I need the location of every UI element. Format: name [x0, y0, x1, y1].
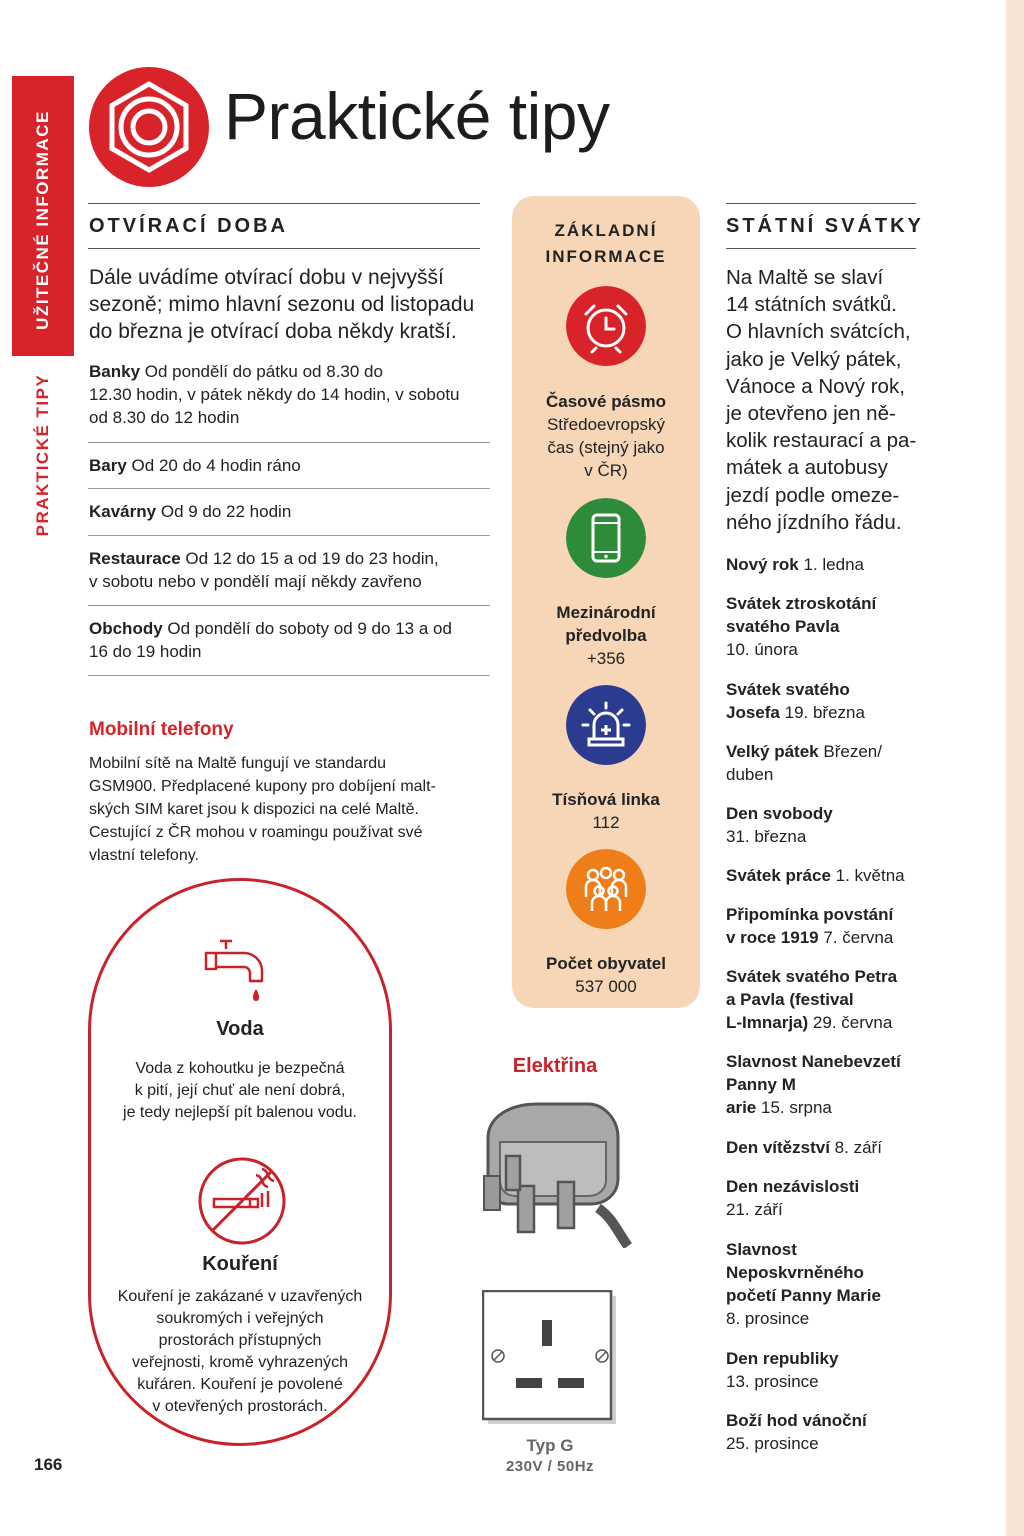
holiday-name: L-Imnarja): [726, 1013, 809, 1032]
basic-info-heading: [512, 218, 700, 270]
holiday-name: Svátek ztroskotání: [726, 594, 877, 613]
info-line: Středoevropský: [546, 415, 666, 434]
holiday-name: a Pavla (festival: [726, 990, 854, 1009]
plug-voltage: 230V / 50Hz: [505, 1458, 595, 1475]
mobile-line: vlastní telefony.: [89, 847, 199, 864]
entry-label: Banky: [89, 362, 141, 381]
no-smoking-icon: [196, 1155, 288, 1247]
water-line: Voda z kohoutku je bezpečná: [135, 1060, 345, 1077]
holiday-item: [726, 592, 926, 661]
holiday-date: Březen/: [823, 742, 882, 761]
opening-hours-heading: OTVÍRACÍ DOBA: [89, 215, 288, 237]
entry-text: Od pondělí do pátku od 8.30 do: [144, 362, 383, 381]
info-title: Mezinárodní: [556, 603, 656, 622]
entry-label: Bary: [89, 456, 127, 475]
page-number: 166: [34, 1455, 63, 1474]
holiday-item: [726, 1136, 926, 1159]
dialing-code-info: [512, 601, 700, 670]
smoking-line: veřejnosti, kromě vyhrazených: [131, 1354, 349, 1371]
page-title: Praktické tipy: [224, 79, 610, 153]
holiday-name: Nový rok: [726, 555, 799, 574]
holiday-item: [726, 678, 926, 724]
entry-label: Kavárny: [89, 502, 157, 521]
holiday-name: Panny M: [726, 1075, 796, 1094]
entry-text: v sobotu nebo v pondělí mají někdy zavřeno: [89, 572, 422, 591]
mobile-line: GSM900. Předplacené kupony pro dobíjení malt-: [89, 778, 436, 795]
holiday-name: arie: [726, 1098, 757, 1117]
divider: [88, 203, 480, 204]
holiday-item: [726, 965, 926, 1034]
intro-line: jako je Velký pátek,: [726, 347, 902, 371]
entry-text: Od 9 do 22 hodin: [160, 502, 292, 521]
entry-text: od 8.30 do 12 hodin: [89, 408, 240, 427]
holiday-name: svatého Pavla: [726, 617, 840, 636]
timezone-info: [512, 390, 700, 482]
mobile-heading: Mobilní telefony: [89, 719, 234, 740]
holiday-item: [726, 553, 926, 576]
opening-intro: [89, 264, 474, 345]
holiday-date: 7. června: [823, 928, 894, 947]
divider: [726, 203, 916, 204]
alarm-clock-icon: [566, 286, 646, 366]
holidays-heading: STÁTNÍ SVÁTKY: [726, 215, 924, 237]
smoking-line: prostorách přístupných: [158, 1332, 322, 1349]
holiday-name: Den vítězství: [726, 1138, 830, 1157]
holiday-name: Den republiky: [726, 1349, 839, 1368]
intro-line: Vánoce a Nový rok,: [726, 374, 905, 398]
intro-line: 14 státních svátků.: [726, 293, 897, 317]
side-section-label: PRAKTICKÉ TIPY: [33, 373, 52, 537]
divider: [726, 248, 916, 249]
opening-entry-restaurants: [89, 547, 489, 593]
holiday-date: 31. března: [726, 827, 807, 846]
holiday-name: Den nezávislosti: [726, 1177, 860, 1196]
holiday-name: Boží hod vánoční: [726, 1411, 867, 1430]
nut-icon: [88, 66, 210, 188]
opening-entry-bars: [89, 454, 301, 477]
water-line: k pití, její chuť ale není dobrá,: [134, 1082, 346, 1099]
entry-text: 16 do 19 hodin: [89, 642, 202, 661]
mobile-line: Mobilní sítě na Maltě fungují ve standardu: [89, 755, 387, 772]
holiday-name: Josefa: [726, 703, 780, 722]
row-divider: [88, 605, 490, 606]
holiday-item: [726, 1347, 926, 1393]
holiday-date: 13. prosince: [726, 1372, 819, 1391]
holiday-date: 15. srpna: [760, 1098, 832, 1117]
holiday-date: duben: [726, 765, 774, 784]
holiday-date: 1. května: [835, 866, 905, 885]
holiday-date: 19. března: [784, 703, 865, 722]
holiday-date: 10. února: [726, 640, 798, 659]
heading-line: INFORMACE: [545, 247, 667, 266]
page-edge-band: [1006, 0, 1024, 1536]
holiday-date: 8. září: [834, 1138, 882, 1157]
smoking-line: v otevřených prostorách.: [152, 1398, 328, 1415]
holiday-item: [726, 1409, 926, 1455]
smoking-line: soukromých i veřejných: [156, 1310, 324, 1327]
mobile-line: ských SIM karet jsou k dispozici na celé Maltě.: [89, 801, 419, 818]
holiday-date: 8. prosince: [726, 1309, 810, 1328]
holiday-date: 29. června: [812, 1013, 893, 1032]
holiday-item: [726, 1050, 926, 1119]
intro-line: jezdí podle omeze-: [726, 483, 900, 507]
holiday-item: [726, 903, 926, 949]
intro-line: je otevřeno jen ně-: [726, 402, 896, 426]
entry-text: Od 20 do 4 hodin ráno: [131, 456, 301, 475]
holiday-name: Velký pátek: [726, 742, 819, 761]
smoking-text: [100, 1286, 380, 1418]
row-divider: [88, 442, 490, 443]
divider: [88, 248, 480, 249]
entry-text: 12.30 hodin, v pátek někdy do 14 hodin, v sobotu: [89, 385, 460, 404]
mobile-text: [89, 752, 499, 867]
intro-line: mátek a autobusy: [726, 456, 888, 480]
info-line: v ČR): [584, 461, 628, 480]
opening-entry-banks: [89, 360, 489, 429]
info-title: Počet obyvatel: [546, 954, 666, 973]
holiday-name: v roce 1919: [726, 928, 819, 947]
holiday-name: Svátek práce: [726, 866, 831, 885]
holiday-item: [726, 740, 926, 786]
holiday-name: Den svobody: [726, 804, 833, 823]
intro-line: ného jízdního řádu.: [726, 510, 902, 534]
population-info: [512, 952, 700, 998]
holiday-name: Slavnost: [726, 1240, 797, 1259]
holiday-name: Neposkvrněného: [726, 1263, 864, 1282]
info-line: čas (stejný jako: [547, 438, 665, 457]
holiday-date: 21. září: [726, 1200, 783, 1219]
smoking-heading: Kouření: [202, 1253, 278, 1275]
info-line: +356: [586, 649, 626, 668]
holiday-date: 25. prosince: [726, 1434, 819, 1453]
opening-entry-shops: [89, 617, 489, 663]
holiday-item: [726, 1238, 926, 1330]
holiday-item: [726, 1175, 926, 1221]
water-line: je tedy nejlepší pít balenou vodu.: [123, 1104, 357, 1121]
info-title: Tísňová linka: [552, 790, 660, 809]
water-text: [100, 1058, 380, 1124]
socket-icon: [482, 1290, 620, 1428]
water-heading: Voda: [216, 1018, 264, 1040]
info-line: 537 000: [575, 977, 637, 996]
row-divider: [88, 675, 490, 676]
intro-line: Na Maltě se slaví: [726, 266, 884, 289]
holiday-date: 1. ledna: [803, 555, 864, 574]
holiday-name: Svátek svatého Petra: [726, 967, 898, 986]
holidays-intro: [726, 264, 931, 536]
smartphone-icon: [566, 498, 646, 578]
heading-line: ZÁKLADNÍ: [554, 221, 658, 240]
water-tap-icon: [202, 935, 278, 1007]
info-title: předvolba: [565, 626, 647, 645]
intro-line: O hlavních svátcích,: [726, 320, 911, 344]
plug-icon: [478, 1098, 638, 1248]
holiday-name: Slavnost Nanebevzetí: [726, 1052, 901, 1071]
electricity-heading: Elektřina: [512, 1055, 598, 1077]
mobile-line: Cestující z ČR mohou v roamingu používat své: [89, 824, 423, 841]
emergency-info: [512, 788, 700, 834]
siren-icon: [566, 685, 646, 765]
row-divider: [88, 488, 490, 489]
holiday-name: početí Panny Marie: [726, 1286, 881, 1305]
row-divider: [88, 535, 490, 536]
holiday-name: Připomínka povstání: [726, 905, 894, 924]
entry-label: Restaurace: [89, 549, 181, 568]
info-line: 112: [592, 813, 620, 832]
opening-entry-cafes: [89, 500, 291, 523]
holiday-item: [726, 864, 926, 887]
info-title: Časové pásmo: [546, 392, 666, 411]
smoking-line: Kouření je zakázané v uzavřených: [117, 1288, 363, 1305]
intro-line: kolik restaurací a pa-: [726, 429, 917, 453]
smoking-line: kuřáren. Kouření je povolené: [137, 1376, 343, 1393]
plug-type: Typ G: [526, 1436, 574, 1455]
entry-text: Od 12 do 15 a od 19 do 23 hodin,: [185, 549, 439, 568]
holiday-name: Svátek svatého: [726, 680, 850, 699]
side-tab-label: UŽITEČNÉ INFORMACE: [33, 110, 52, 330]
holiday-item: [726, 802, 926, 848]
intro-line: do března je otvírací doba někdy kratší.: [89, 320, 457, 343]
people-icon: [566, 849, 646, 929]
intro-line: Dále uvádíme otvírací dobu v nejvyšší: [89, 266, 444, 289]
entry-text: Od pondělí do soboty od 9 do 13 a od: [167, 619, 452, 638]
entry-label: Obchody: [89, 619, 163, 638]
intro-line: sezoně; mimo hlavní sezonu od listopadu: [89, 293, 475, 316]
